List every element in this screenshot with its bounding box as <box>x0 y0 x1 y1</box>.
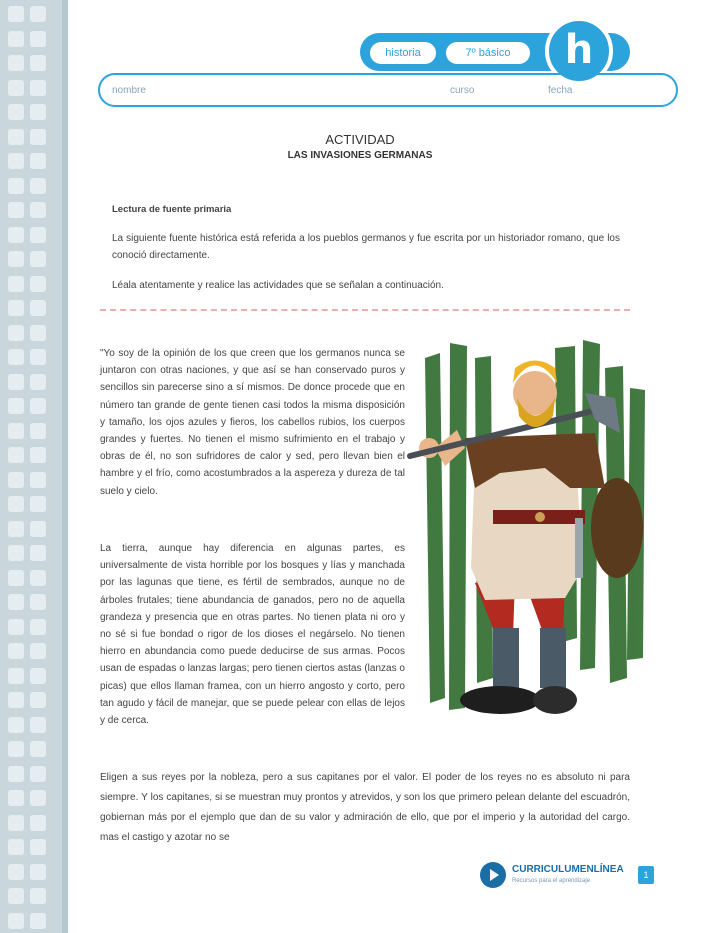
course-label: curso <box>450 85 475 96</box>
strip-square <box>8 790 24 806</box>
strip-square <box>30 300 46 316</box>
section-divider <box>100 309 630 311</box>
strip-square <box>30 668 46 684</box>
strip-square <box>30 80 46 96</box>
strip-square <box>30 619 46 635</box>
subject-tag: historia <box>370 42 436 64</box>
strip-square <box>30 472 46 488</box>
strip-square <box>8 594 24 610</box>
strip-square <box>8 6 24 22</box>
intro-heading: Lectura de fuente primaria <box>112 204 232 215</box>
body-paragraph-2: La tierra, aunque hay diferencia en algunas partes, es universalmente de vista horrible por los bosques y lías y manchada por las lagunas que tiene, es fértil de sembrados, aunque no de árboles frutales; tiene abundancia de ganados, pero no de aquella grandeza y presencia que en otras partes. No tienen plata ni oro y no sé si fue bondad o rigor de los dioses el negárselo. No tienen hierro en abundancia como puede deducirse de sus armas. Pocos usan de espadas o lanzas largas; pero tienen ciertos astas (lanzas o picas) que ellos llaman framea, con un hierro angosto y corto, pero tan agudo y fácil de manejar, que se puede pelear con ellas de lejos y de cerca. <box>100 543 405 727</box>
strip-square <box>30 717 46 733</box>
footer-brand: CURRICULUMENLÍNEA <box>512 864 624 875</box>
strip-square <box>30 594 46 610</box>
strip-square <box>30 888 46 904</box>
strip-square <box>30 839 46 855</box>
page-title: ACTIVIDAD <box>325 132 395 147</box>
strip-square <box>30 227 46 243</box>
strip-square <box>8 741 24 757</box>
strip-square <box>8 692 24 708</box>
strip-square <box>8 864 24 880</box>
name-label: nombre <box>112 85 146 96</box>
body-paragraph-1: "Yo soy de la opinión de los que creen que los germanos nunca se juntaron con otras naciones, y que así se han conservado puros y sencillos sin parecerse sino a sí mismos. De donce procede que en número tan grande de gente tienen casi todos la misma disposición y tamaño, los ojos azules y fieros, los cabellos rubios, los cuerpos grandes y fuertes. No tienen el mismo sufrimiento en el trabajo y obras de él, no son sufridores de calor y sed, pero llevan bien el hambre y el frío, como acostumbrados a la aspereza y dureza de tal suelo y cielo. <box>100 348 405 497</box>
strip-square <box>8 447 24 463</box>
grade-tag: 7º básico <box>446 42 530 64</box>
strip-square <box>8 496 24 512</box>
strip-square <box>8 55 24 71</box>
strip-square <box>30 643 46 659</box>
strip-square <box>30 55 46 71</box>
intro-text-2: Léala atentamente y realice las actividades que se señalan a continuación. <box>112 280 444 291</box>
strip-square <box>8 276 24 292</box>
strip-square <box>30 398 46 414</box>
strip-square <box>30 692 46 708</box>
body-paragraph-3: Eligen a sus reyes por la nobleza, pero a sus capitanes por el valor. El poder de los reyes no es absoluto ni para siempre. Y los capitanes, si se muestran muy prontos y atrevidos, y son los que primero pelean delante del escuadrón, gobiernan más por el ejemplo que dan de su valor y admiración de ello, que por el imperio y la autoridad del cargo. mas el castigo y azotar no se <box>100 772 630 843</box>
strip-square <box>30 864 46 880</box>
page-subtitle: LAS INVASIONES GERMANAS <box>287 150 433 161</box>
intro-text-1: La siguiente fuente histórica está referida a los pueblos germanos y fue escrita por un historiador romano, que los conoció directamente. <box>112 233 620 261</box>
strip-square <box>8 545 24 561</box>
strip-square <box>8 668 24 684</box>
strip-square <box>30 423 46 439</box>
strip-square <box>8 349 24 365</box>
strip-square <box>8 839 24 855</box>
strip-square <box>8 398 24 414</box>
strip-square <box>8 643 24 659</box>
strip-square <box>8 300 24 316</box>
strip-square <box>30 913 46 929</box>
strip-square <box>30 496 46 512</box>
strip-square <box>30 349 46 365</box>
strip-square <box>30 325 46 341</box>
strip-square <box>8 913 24 929</box>
strip-square <box>8 80 24 96</box>
strip-square <box>8 570 24 586</box>
logo-letter: h <box>564 27 594 73</box>
footer-tagline: Recursos para el aprendizaje <box>512 878 591 884</box>
strip-square <box>8 202 24 218</box>
strip-square <box>30 31 46 47</box>
page-number: 1 <box>638 866 654 884</box>
strip-square <box>8 31 24 47</box>
strip-square <box>30 741 46 757</box>
strip-square <box>8 521 24 537</box>
strip-square <box>8 325 24 341</box>
germanic-warrior-illustration <box>405 338 655 728</box>
strip-square <box>30 447 46 463</box>
date-label: fecha <box>548 85 573 96</box>
strip-square <box>30 276 46 292</box>
strip-square <box>30 815 46 831</box>
strip-square <box>30 202 46 218</box>
strip-square <box>8 423 24 439</box>
strip-square <box>8 178 24 194</box>
strip-square <box>30 521 46 537</box>
strip-square <box>8 888 24 904</box>
curriculum-logo-icon <box>480 862 506 888</box>
strip-square <box>30 6 46 22</box>
strip-square <box>30 570 46 586</box>
strip-square <box>8 104 24 120</box>
strip-square <box>8 227 24 243</box>
strip-square <box>30 104 46 120</box>
strip-square <box>30 251 46 267</box>
strip-square <box>30 790 46 806</box>
strip-square <box>30 178 46 194</box>
strip-square <box>30 374 46 390</box>
strip-square <box>8 374 24 390</box>
strip-square <box>8 717 24 733</box>
strip-square <box>8 251 24 267</box>
strip-square <box>30 545 46 561</box>
strip-square <box>8 766 24 782</box>
student-info-bar <box>98 73 678 107</box>
strip-square <box>30 766 46 782</box>
strip-square <box>8 472 24 488</box>
strip-square <box>8 815 24 831</box>
strip-square <box>8 619 24 635</box>
